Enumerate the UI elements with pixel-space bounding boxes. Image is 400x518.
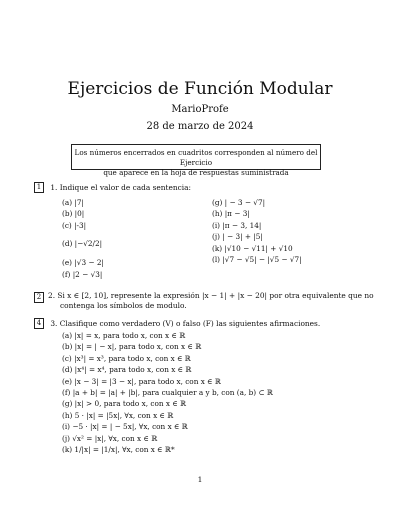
list-item: (a) |x| = x, para todo x, con x ∈ ℝ — [62, 331, 186, 340]
notice-box — [71, 144, 321, 177]
list-item: (b) |x| = | − x|, para todo x, con x ∈ ℝ — [62, 342, 202, 352]
list-item: (f) |2 − √3| — [62, 269, 103, 279]
list-item: (i) |π − 3, 14| — [212, 220, 262, 230]
list-item: (a) |7| — [62, 198, 84, 207]
exercise-number-box: 4 — [34, 318, 44, 329]
exercise-number-box: 2 — [34, 292, 44, 303]
list-item: (g) |x| > 0, para todo x, con x ∈ ℝ — [62, 399, 187, 409]
exercise-number-box: 1 — [34, 182, 44, 193]
exercise-2 — [34, 291, 374, 310]
exercise-2-line-2: contenga los símbolos de modulo. — [60, 301, 187, 310]
list-item: (f) |a + b| = |a| + |b|, para cualquier a y b, con (a, b) ⊂ ℝ — [62, 387, 273, 397]
list-item: (e) |x − 3| = |3 − x|, para todo x, con x ∈ ℝ — [62, 376, 221, 386]
exercise-1-text: 1. Indique el valor de cada sentencia: — [50, 182, 192, 192]
list-item: (g) | − 3 − √7| — [212, 198, 266, 207]
exercise-3-text: 3. Clasifique como verdadero (V) o falso (F) las siguientes afirmaciones. — [50, 318, 321, 328]
exercise-1-header — [34, 182, 191, 193]
list-item: (j) | − 3| + |5| — [212, 232, 263, 242]
list-item: (l) |√7 − √5| − |√5 − √7| — [212, 254, 302, 264]
document-date: 28 de marzo de 2024 — [146, 121, 254, 132]
list-item: (i) −5 · |x| = | − 5x|, ∀x, con x ∈ ℝ — [62, 422, 188, 432]
list-item: (h) 5 · |x| = |5x|, ∀x, con x ∈ ℝ — [62, 410, 174, 420]
page-number: 1 — [197, 475, 203, 484]
exercise-2-line-1: 2. Si x ∈ [2, 10], represente la expresión |x − 1| + |x − 20| por otra equivalente que no — [48, 291, 374, 300]
list-item: (c) |x³| = x³, para todo x, con x ∈ ℝ — [62, 353, 191, 363]
list-item: (j) √x² = |x|, ∀x, con x ∈ ℝ — [62, 433, 158, 443]
list-item: (e) |√3 − 2| — [62, 258, 104, 268]
list-item: (k) |√10 − √11| + √10 — [212, 243, 293, 253]
exercise-2-text — [48, 291, 378, 311]
document-title: Ejercicios de Función Modular — [67, 79, 333, 99]
exercise-3-list — [62, 330, 273, 455]
document-author: MarioProfe — [171, 104, 229, 115]
list-item: (b) |0| — [62, 209, 85, 219]
notice-line-2: que aparece en la hoja de respuestas suministrada — [103, 168, 289, 177]
list-item: (c) |-3| — [62, 220, 87, 230]
list-item: (k) 1/|x| = |1/x|, ∀x, con x ∈ ℝ* — [62, 444, 175, 454]
list-item: (d) |x⁴| = x⁴, para todo x, con x ∈ ℝ — [62, 365, 192, 375]
exercise-1-right-list — [212, 197, 302, 265]
exercise-1-left-list — [62, 197, 104, 280]
list-item: (d) |−√2/2| — [62, 239, 103, 249]
exercise-3-header — [34, 318, 320, 329]
list-item: (h) |π − 3| — [212, 209, 250, 219]
notice-line-1: Los números encerrados en cuadritos corresponden al número del Ejercicio — [74, 148, 318, 167]
